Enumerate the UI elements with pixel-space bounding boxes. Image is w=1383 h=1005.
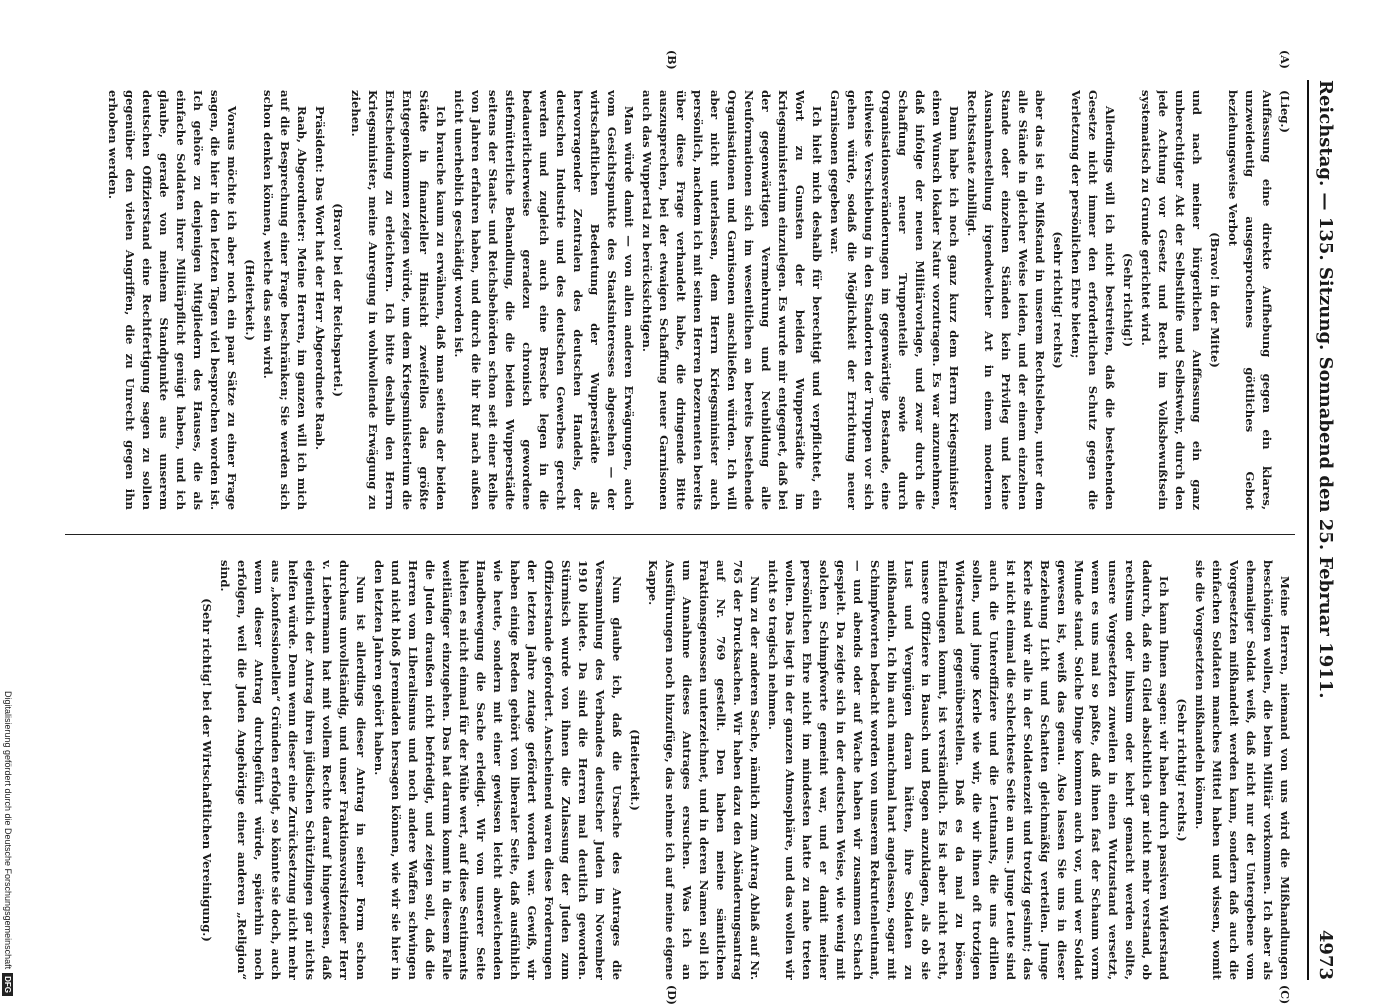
paragraph: Voraus möchte ich aber noch ein paar Sätze zu einer Frage sagen, die hier in den letzten Tagen viel besprochen worden ist. Ich gehöre zu denjenigen Mitgliedern des Hauses, die als einfache Soldaten ihrer Militärpflicht genügt haben, und ich glaube, gerade von meinem Standpunkte aus unserem deutschen Offizierstand eine Rechtfertigung sagen zu sollen gegenüber den vielen Angriffen, die zu Unrecht gegen ihn erhoben werden. — [106, 90, 239, 510]
paragraph: Dann habe ich noch ganz kurz dem Herrn Kriegsminister einen Wunsch lokaler Natur vorzutragen. Es war anzunehmen, daß infolge der neuen Militärvorlage, und zwar durch die Schaffung neuer Truppenteile sowie durch Organisationsveränderungen im gegenwärtige Bestande, eine teilweise Verschiebung in den Standorten der Truppen vor sich gehen würde, sodaß die Möglichkeit der Errichtung neuer Garnisonen gegeben war. — [828, 90, 961, 510]
interjection: (Sehr richtig!) — [1121, 252, 1135, 348]
right-column — [60, 560, 1293, 980]
paragraph: und nach meiner bürgerlichen Auffassung ein ganz unberechtigter Akt der Selbsthilfe und Selbstwehr, durch den jede Achtung vor Gesetz und Recht im Volksbewußtsein systematisch zu Grunde gerichtet wird. — [1139, 90, 1204, 510]
interjection: (Heiterkeit.) — [243, 259, 257, 341]
interjection: (sehr richtig! rechts) — [1051, 231, 1065, 369]
marker-a: (A) — [1278, 50, 1291, 69]
footer-text: Digitalisierung gefördert durch die Deutsche Forschungsgemeinschaft — [3, 690, 13, 970]
interjection: (Sehr richtig! rechts.) — [1175, 698, 1189, 842]
paragraph: Nun zu der anderen Sache, nämlich zum Antrag Ablaß auf Nr. 765 der Drucksachen. Wir haben dazu den Abänderungsantrag auf Nr. 769 gestellt. Den haben meine sämtlichen Fraktionsgenossen unterzeichnet, und in deren Namen soll ich um Annahme dieses Antrages ersuchen. Was ich an Ausführungen noch hinzufüge, das nehme ich auf meine eigene Kappe. — [646, 560, 762, 980]
page-number: 4973 — [1315, 929, 1336, 980]
speaker-paragraph: Raab, Abgeordneter: Meine Herren, im ganzen will ich mich auf die Besprechung einer Frage beschränken; Sie werden sich schon denken können, welche das sein wird. — [261, 90, 309, 510]
left-column — [60, 90, 1293, 510]
paragraph: Ich hielt mich deshalb für berechtigt und verpflichtet, ein Wort zu Gunsten der beiden Wupperstädte im Kriegsministerium einzulegen. Es wurde mir entgegnet, daß bei der gegenwärtigen Vermehrung und Neubildung alle Neuformationen sich im wesentlichen an bereits bestehende Organisationen und Garnisonen anschließen würden. Ich will aber nicht unterlassen, dem Herrn Kriegsminister auch persönlich, nachdem ich mit seinen Herren Dezernenten bereits über diese Frage verhandelt habe, die dringende Bitte auszusprechen, bei der etwaigen Schaffung neuer Garnisonen auch das Wuppertal zu berücksichtigen. — [640, 90, 824, 510]
paragraph: Man würde damit — von allen anderen Erwägungen, auch vom Gesichtspunkte des Staatsinteresses abgesehen — der wirtschaftlichen Bedeutung der Wupperstädte als hervorragender Zentralen des deutschen Handels, der deutschen Industrie und des deutschen Gewerbes gerecht werden und zugleich auch eine Bresche legen in die bedauerlicherweise geradezu chronisch gewordene stiefmütterliche Behandlung, die die beiden Wupperstädte seitens der Staats- und Reichsbehörden schon seit einer Reihe von Jahren erfahren haben, und durch die ihr Ruf nach außen nicht unerheblich geschädigt worden ist. — [452, 90, 636, 510]
paragraph-prefix: (Lieg.) — [1278, 90, 1292, 134]
column-divider — [65, 534, 1295, 535]
speaker-paragraph: Präsident: Das Wort hat der Herr Abgeordnete Raab. — [313, 106, 327, 451]
paragraph: Meine Herren, niemand von uns wird die Mißhandlungen beschönigen wollen, die beim Militär vorkommen. Ich aber als ehemaliger Soldat weiß, daß nicht nur der Untergebene vom Vorgesetzten mißhandelt werden kann, sondern daß auch die einfachen Soldaten manches Mittel haben und wissen, womit sie die Vorgesetzten mißhandeln können. — [1193, 560, 1292, 980]
paragraph: Allerdings will ich nicht bestreiten, daß die bestehenden Gesetze nicht immer den erforderlichen Schutz gegen die Verletzung der persönlichen Ehre bieten; — [1069, 90, 1117, 510]
page-header — [1307, 80, 1343, 980]
paragraph: Nun ist allerdings dieser Antrag in seiner Form schon durchaus unvollständig, und unser Fraktionsvorsitzender Herr v. Liebermann hat mit vollem Rechte darauf hingewiesen, daß eigentlich der Antrag ihren jüdischen Schützlingen gar nichts helfen würde. Denn wenn dieser eine Zurücksetzung nicht mehr aus „konfessionellen“ Gründen erfolgt, so könnte sie doch, auch wenn dieser Antrag durchgeführt würde, späterhin noch erfolgen, weil die Juden Angehörige einer anderen „Religion“ sind. — [218, 560, 368, 980]
paragraph: Ich brauche kaum zu erwähnen, daß man seitens der beiden Städte in finanzieller Hinsicht zweifellos das größte Entgegenkommen zeigen würde, um dem Kriegsministerium die Entscheidung zu erleichtern. Ich bitte deshalb den Herrn Kriegsminister, meine Anregung in wohlwollende Erwägung zu ziehen. — [349, 90, 448, 510]
interjection: (Bravo! bei der Reichspartei.) — [331, 203, 345, 397]
paragraph: Nun glaube ich, daß die Ursache des Antrages die Versammlung des Verbandes deutscher Juden im November 1910 bildete. Da sind die Herren mal deutlich geworden. Stürmisch wurde von ihnen die Zulassung der Juden zum Offizierstande gefordert. Anscheinend waren diese Forderungen der letzten Jahre zutage gefördert worden war. Gewiß, wir haben einige Reden gehört von liberaler Seite, daß ausfühlich wie heute, sondern mit einer gewissen leicht abweichenden Handbewegung die Sache erledigt. Wir von unserer Seite hielten es nicht einmal für der Mühe wert, auf diese Sentiments weitläufiger einzugehen. Das hat darum kommt in diesem Falle die Juden draußen nicht befriedigt, und zeigen soll, daß die Herren vom Liberalismus und noch andere Waffen schwingen und nicht bloß Jeremiaden hersagen können, wie wir sie hier in den letzten Jahren gehört haben. — [372, 560, 624, 980]
interjection: (Heiterkeit.) — [628, 729, 642, 811]
interjection: (Bravo! in der Mitte) — [1208, 232, 1222, 368]
interjection: (Sehr richtig! bei der Wirtschaftlichen Vereinigung.) — [200, 598, 214, 942]
marker-c: (C) — [1278, 985, 1291, 1005]
paragraph: Ich kann Ihnen sagen: wir haben durch passiven Widerstand dadurch, daß ein Glied absichtlich gar nicht mehr verstand, ob rechtsum oder linksum oder kehrt gemacht werden sollte, unsere Vorgesetzten zuweilen in einen Wutzustand versetzt, wenn es uns mal so paßte, daß ihnen fast der Schaum vorm Munde stand. Solche Dinge kommen auch vor, und wer Soldat gewesen ist, weiß das genau. Also lassen Sie uns in dieser Beziehung Licht und Schatten gleichmäßig verteilen. Junge Kerle sind wir alle in der Soldatenzeit und trotzig gesinnt; das ist nicht einmal die schlechteste Seite an uns. Junge Leute sind auch die Unteroffiziere und die Leutnants, die uns drillen sollen, und junge Kerle wie wir, die wir ihnen oft trotzigen Widerstand gegenüberstellen. Daß es da mal zu bösen Entladungen kommt, ist verständlich. Es ist aber nicht recht, unsere Offiziere in Bausch und Bogen anzuklagen, als ob sie Lust und Vergnügen daran hätten, ihre Soldaten zu mißhandeln. Ich bin auch manchmal hart angelassen, sogar mit Schimpfworten bedacht worden von unserem Rekrutenleutnant, — und abends oder auf Wache haben wir zusammen Schach gespielt. Da zeigte sich in der deutschen Weise, wie wenig mit solchen Schimpfworte gemeint war, und er damit meiner persönlichen Ehre nicht im mindesten hatte zu nahe treten wollen. Das liegt in der ganzen Atmosphäre, und das wollen wir nicht so tragisch nehmen. — [766, 560, 1171, 980]
marker-b: (B) — [665, 50, 678, 70]
paragraph: aber das ist ein Mißstand in unserem Rechtsleben, unter dem alle Stände in gleicher Weise leiden, und der einem einzelnen Stande oder einzelnen Ständen kein Privileg und keine Ausnahmestellung irgendwelcher Art in einem modernen Rechtsstaate zubilligt. — [965, 90, 1047, 510]
digitization-note — [2, 16, 13, 996]
marker-d: (D) — [665, 985, 678, 1005]
header-title: Reichstag. — 135. Sitzung. Sonnabend den 25. Februar 1911. — [1315, 80, 1336, 699]
paragraph: Auffassung eine direkte Aufhebung gegen ein klares, unzweideutig ausgesprochenes göttliches Gebot beziehungsweise Verbot — [1226, 90, 1274, 510]
dfg-logo: DFG — [2, 973, 13, 996]
